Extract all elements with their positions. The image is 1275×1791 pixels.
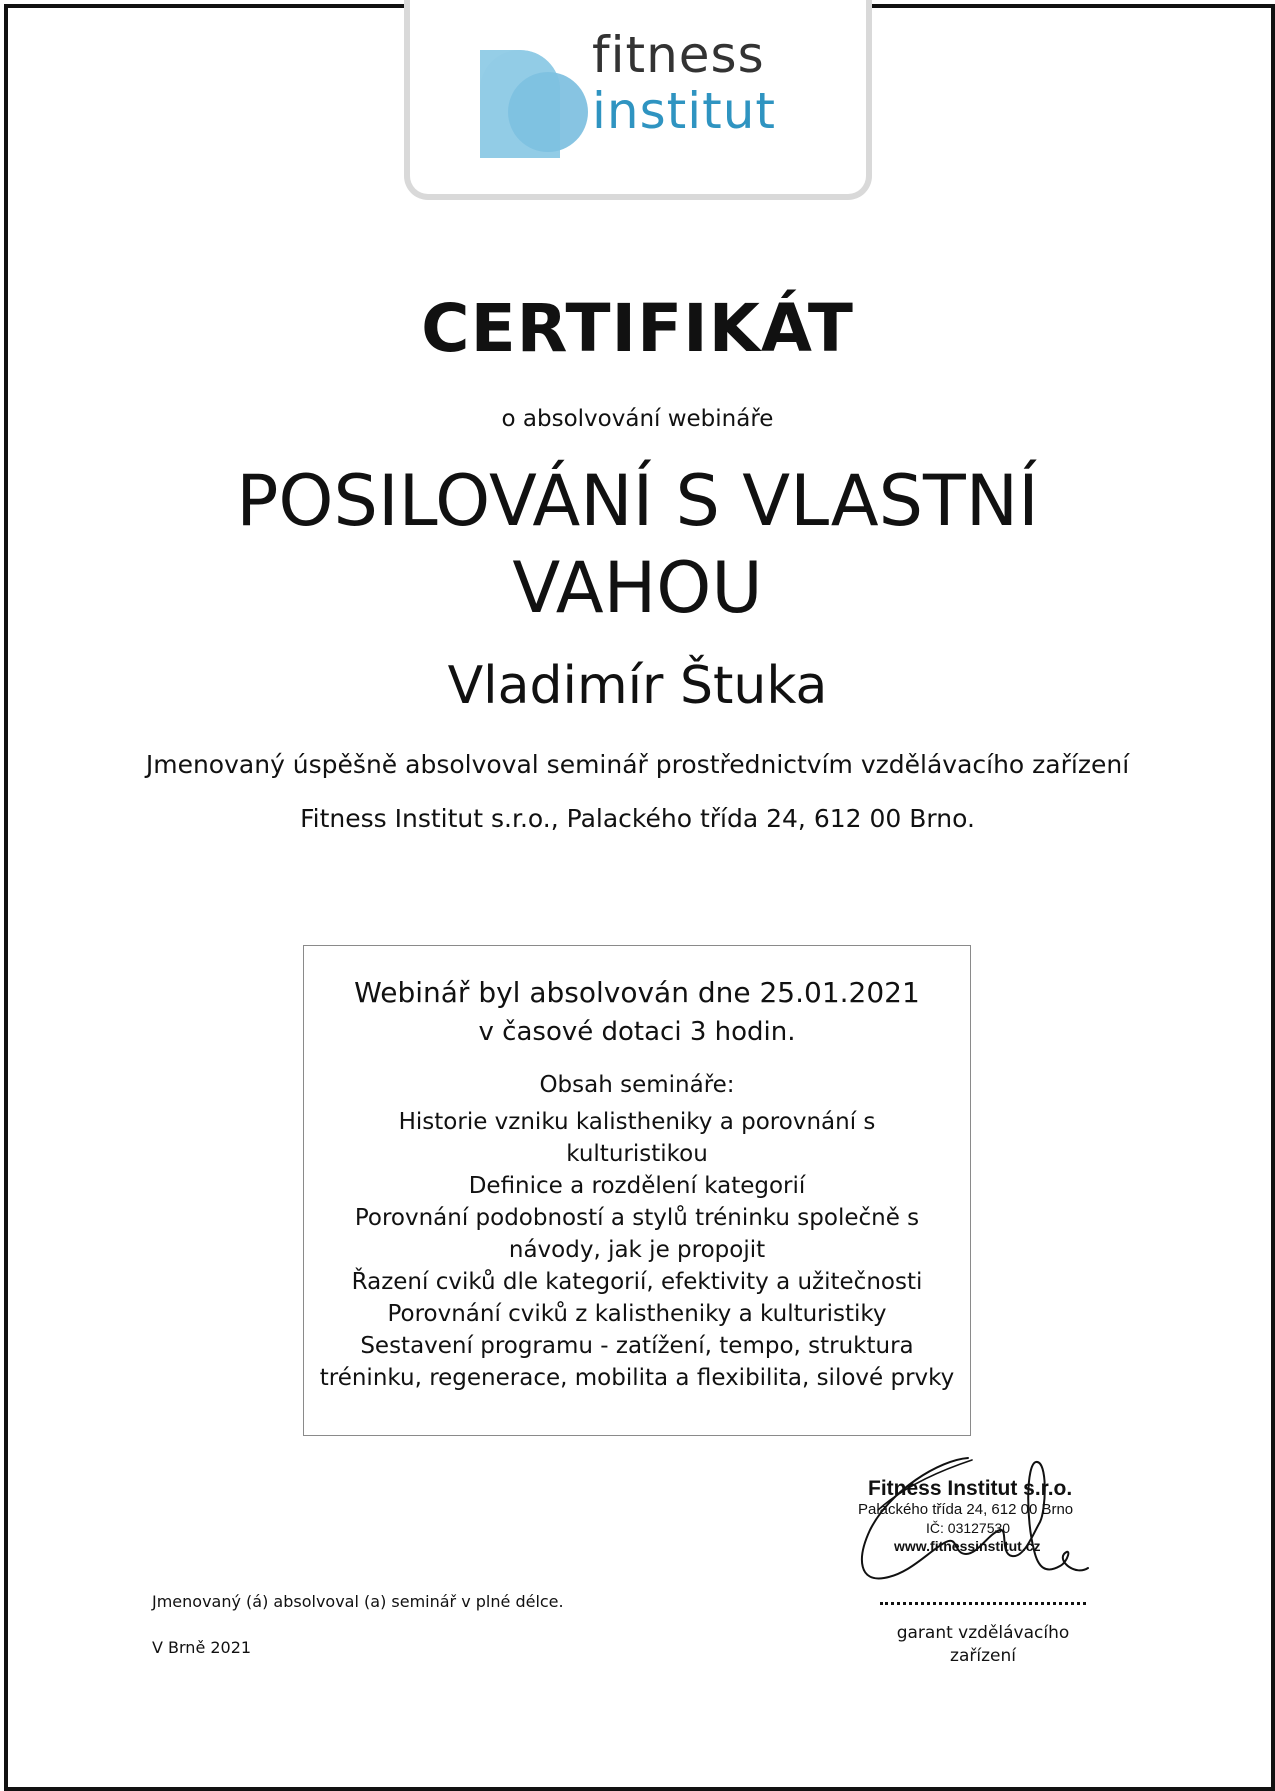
logo-tab (404, 0, 872, 200)
content-line: Řazení cviků dle kategorií, efektivity a užitečnosti (351, 1269, 923, 1295)
content-line: Porovnání podobností a stylů tréninku společně s (354, 1205, 920, 1231)
content-line: Historie vzniku kalistheniky a porovnání s (398, 1109, 876, 1135)
footer-place-date: V Brně 2021 (152, 1638, 252, 1657)
seminar-details-box (303, 945, 971, 1436)
guarantor-caption-line-2: zařízení (950, 1646, 1016, 1666)
course-title-line-1: POSILOVÁNÍ S VLASTNÍ (236, 460, 1039, 542)
fitness-institut-logo-icon (480, 50, 590, 158)
certificate-subtitle: o absolvování webináře (501, 406, 774, 432)
guarantor-caption-line-1: garant vzdělávacího (896, 1623, 1070, 1643)
company-stamp (850, 1450, 1090, 1590)
content-list (304, 1106, 970, 1394)
guarantor-caption (880, 1622, 1086, 1668)
intro-line-2: Fitness Institut s.r.o., Palackého třída 24, 612 00 Brno. (300, 804, 975, 833)
content-line: Porovnání cviků z kalistheniky a kulturistiky (387, 1301, 887, 1327)
signature-dotted-line (880, 1602, 1086, 1605)
content-line: kulturistikou (566, 1141, 708, 1167)
logo-wordmark-fitness: fitness (592, 26, 765, 84)
handwritten-signature (850, 1450, 1090, 1590)
stamp-company-name: Fitness Institut s.r.o. (868, 1477, 1073, 1500)
footer-note: Jmenovaný (á) absolvoval (a) seminář v plné délce. (152, 1592, 564, 1611)
stamp-website: www.fitnessinstitut.cz (894, 1538, 1041, 1554)
content-heading: Obsah semináře: (539, 1072, 735, 1098)
content-line: návody, jak je propojit (508, 1237, 766, 1263)
duration-text: v časové dotaci 3 hodin. (478, 1017, 796, 1047)
completion-date-text: Webinář byl absolvován dne 25.01.2021 (354, 976, 920, 1009)
certificate-title: CERTIFIKÁT (421, 290, 854, 367)
stamp-company-id: IČ: 03127530 (926, 1520, 1011, 1536)
content-line: tréninku, regenerace, mobilita a flexibilita, silové prvky (319, 1365, 955, 1391)
course-title-line-2: VAHOU (512, 547, 763, 629)
recipient-name: Vladimír Štuka (447, 656, 828, 716)
content-line: Sestavení programu - zatížení, tempo, struktura (360, 1333, 914, 1359)
stamp-address: Palackého třída 24, 612 00 Brno (858, 1501, 1074, 1518)
intro-line-1: Jmenovaný úspěšně absolvoval seminář prostřednictvím vzdělávacího zařízení (145, 750, 1130, 779)
logo-wordmark-institut: institut (592, 82, 777, 140)
content-line: Definice a rozdělení kategorií (468, 1173, 806, 1199)
